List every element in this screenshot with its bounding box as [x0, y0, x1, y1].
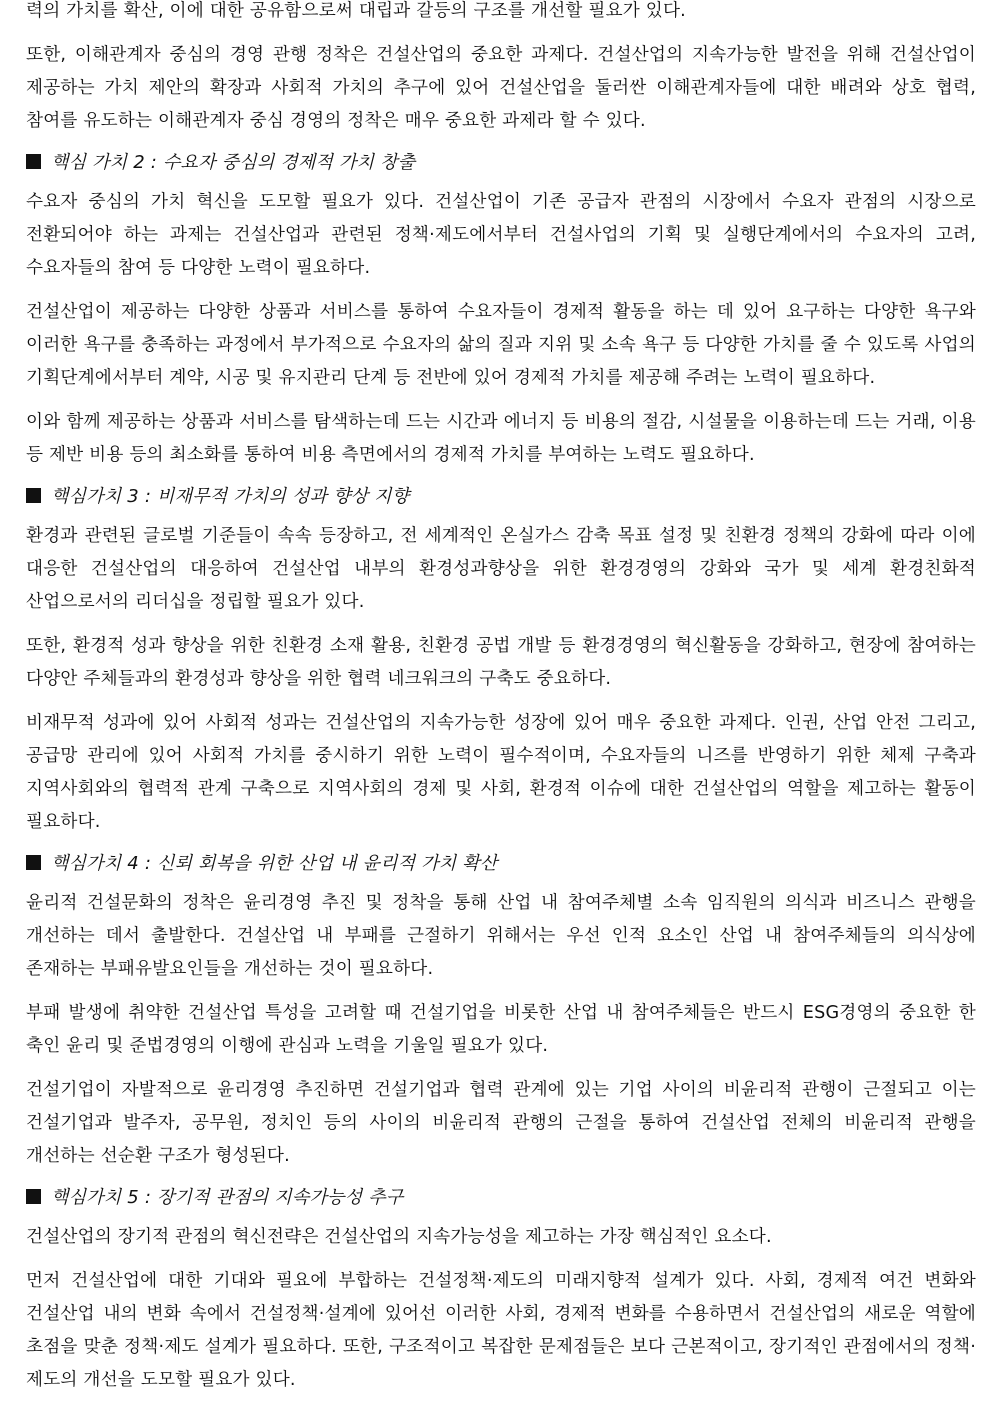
section-3-paragraph-3: 비재무적 성과에 있어 사회적 성과는 건설산업의 지속가능한 성장에 있어 매우 중요한 과제다. 인권, 산업 안전 그리고, 공급망 관리에 있어 사회적 가치를 중시하기 위한 노력이 필수적이며, 수요자들의 니즈를 반영하기 위한 체제 구축과 지역사회와의 협력적 관계 구축으로 지역사회의 경제 및 사회, 환경적 이슈에 대한 건설산업의 역할을 제고하는 활동이 필요하다. — [26, 713, 976, 832]
section-heading-value-2 — [26, 149, 976, 177]
section-2-paragraph-1: 수요자 중심의 가치 혁신을 도모할 필요가 있다. 건설산업이 기존 공급자 관점의 시장에서 수요자 관점의 시장으로 전환되어야 하는 과제는 건설산업과 관련된 정책·제도에서부터 건설사업의 기획 및 실행단계에서의 수요자의 고려, 수요자들의 참여 등 다양한 노력이 필요하다. — [26, 192, 976, 278]
section-heading-text: 핵심 가치 2 : 수요자 중심의 경제적 가치 창출 — [51, 152, 416, 173]
section-heading-value-5 — [26, 1184, 976, 1212]
section-heading-text: 핵심가치 4 : 신뢰 회복을 위한 산업 내 윤리적 가치 확산 — [51, 853, 498, 874]
black-square-bullet-icon — [26, 488, 41, 503]
intro-paragraph-1: 력의 가치를 확산, 이에 대한 공유함으로써 대립과 갈등의 구조를 개선할 필요가 있다. — [26, 1, 686, 21]
section-4-paragraph-1: 윤리적 건설문화의 정착은 윤리경영 추진 및 정착을 통해 산업 내 참여주체별 소속 임직원의 의식과 비즈니스 관행을 개선하는 데서 출발한다. 건설산업 내 부패를 근절하기 위해서는 우선 인적 요소인 산업 내 참여주체들의 의식상에 존재하는 부패유발요인들을 개선하는 것이 필요하다. — [26, 893, 976, 979]
black-square-bullet-icon — [26, 154, 41, 169]
black-square-bullet-icon — [26, 855, 41, 870]
section-4-paragraph-2: 부패 발생에 취약한 건설산업 특성을 고려할 때 건설기업을 비롯한 산업 내 참여주체들은 반드시 ESG경영의 중요한 한 축인 윤리 및 준법경영의 이행에 관심과 노력을 기울일 필요가 있다. — [26, 1003, 976, 1056]
section-2-paragraph-3: 이와 함께 제공하는 상품과 서비스를 탐색하는데 드는 시간과 에너지 등 비용의 절감, 시설물을 이용하는데 드는 거래, 이용 등 제반 비용 등의 최소화를 통하여 비용 측면에서의 경제적 가치를 부여하는 노력도 필요하다. — [26, 412, 976, 465]
section-heading-value-4 — [26, 850, 976, 878]
section-3-paragraph-2: 또한, 환경적 성과 향상을 위한 친환경 소재 활용, 친환경 공법 개발 등 환경경영의 혁신활동을 강화하고, 현장에 참여하는 다양안 주체들과의 환경성과 향상을 위한 협력 네크워크의 구축도 중요하다. — [26, 636, 976, 689]
section-heading-text: 핵심가치 5 : 장기적 관점의 지속가능성 추구 — [51, 1187, 404, 1208]
section-heading-value-3 — [26, 483, 976, 511]
section-5-paragraph-1: 건설산업의 장기적 관점의 혁신전략은 건설산업의 지속가능성을 제고하는 가장 핵심적인 요소다. — [26, 1227, 772, 1247]
section-heading-text: 핵심가치 3 : 비재무적 가치의 성과 향상 지향 — [51, 486, 410, 507]
section-3-paragraph-1: 환경과 관련된 글로벌 기준들이 속속 등장하고, 전 세계적인 온실가스 감축 목표 설정 및 친환경 정책의 강화에 따라 이에 대응한 건설산업의 대응하여 건설산업 내부의 환경성과향상을 위한 환경경영의 강화와 국가 및 세계 환경친화적 산업으로서의 리더십을 정립할 필요가 있다. — [26, 526, 976, 612]
section-2-paragraph-2: 건설산업이 제공하는 다양한 상품과 서비스를 통하여 수요자들이 경제적 활동을 하는 데 있어 요구하는 다양한 욕구와 이러한 욕구를 충족하는 과정에서 부가적으로 수요자의 삶의 질과 지위 및 소속 욕구 등 다양한 가치를 줄 수 있도록 사업의 기획단계에서부터 계약, 시공 및 유지관리 단계 등 전반에 있어 경제적 가치를 제공해 주려는 노력이 필요하다. — [26, 302, 976, 388]
section-4-paragraph-3: 건설기업이 자발적으로 윤리경영 추진하면 건설기업과 협력 관계에 있는 기업 사이의 비윤리적 관행이 근절되고 이는 건설기업과 발주자, 공무원, 정치인 등의 사이의 비윤리적 관행의 근절을 통하여 건설산업 전체의 비윤리적 관행을 개선하는 선순환 구조가 형성된다. — [26, 1080, 976, 1166]
intro-paragraph-2: 또한, 이해관계자 중심의 경영 관행 정착은 건설산업의 중요한 과제다. 건설산업의 지속가능한 발전을 위해 건설산업이 제공하는 가치 제안의 확장과 사회적 가치의 추구에 있어 건설산업을 둘러싼 이해관계자들에 대한 배려와 상호 협력, 참여를 유도하는 이해관계자 중심 경영의 정착은 매우 중요한 과제라 할 수 있다. — [26, 45, 976, 131]
black-square-bullet-icon — [26, 1189, 41, 1204]
section-5-paragraph-2: 먼저 건설산업에 대한 기대와 필요에 부합하는 건설정책·제도의 미래지향적 설계가 있다. 사회, 경제적 여건 변화와 건설산업 내의 변화 속에서 건설정책·설계에 있어선 이러한 사회, 경제적 변화를 수용하면서 건설산업의 새로운 역할에 초점을 맞춘 정책·제도 설계가 필요하다. 또한, 구조적이고 복잡한 문제점들은 보다 근본적이고, 장기적인 관점에서의 정책·제도의 개선을 도모할 필요가 있다. — [26, 1271, 976, 1390]
document-page — [26, 0, 976, 1408]
